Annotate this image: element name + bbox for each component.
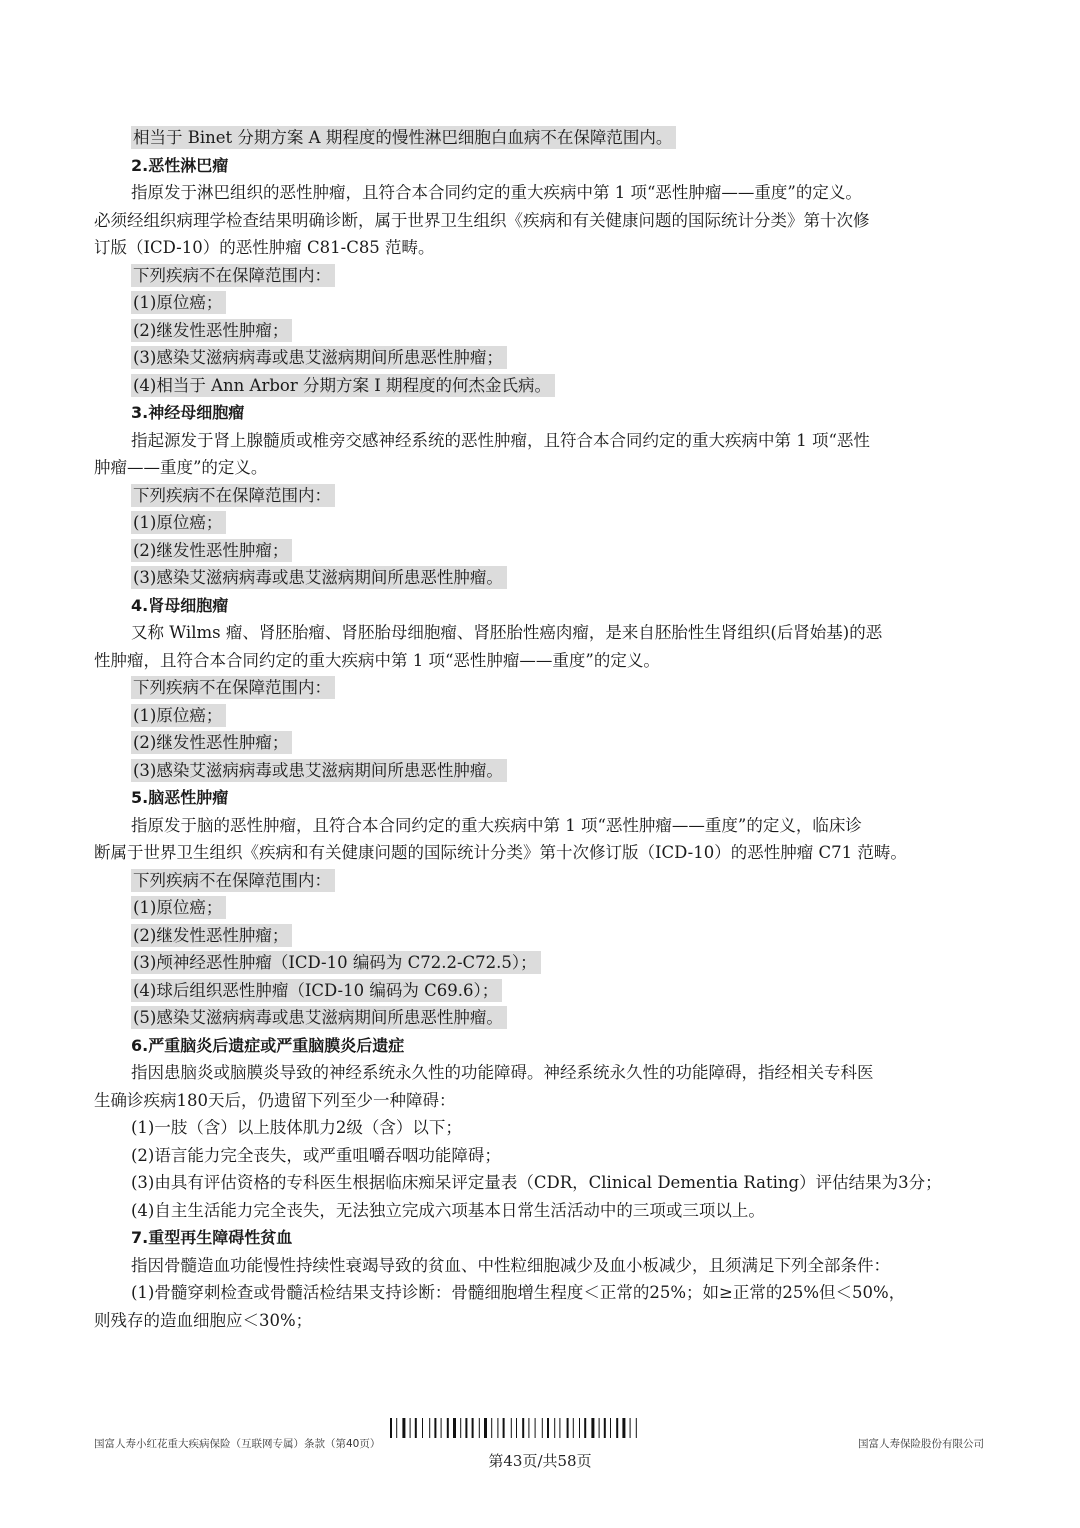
highlighted-line [94, 898, 994, 918]
line-text: 下列疾病不在保障范围内： [131, 264, 335, 287]
barcode-bar [604, 1418, 606, 1438]
highlighted-line [94, 128, 994, 148]
barcode-bar [516, 1418, 517, 1438]
line-text: 指原发于脑的恶性肿瘤，且符合本合同约定的重大疾病中第 1 项“恶性肿瘤——重度”的定义，临床诊 [131, 815, 862, 835]
section-heading [94, 1036, 994, 1056]
barcode-bar [547, 1418, 549, 1438]
line-text: (3)颅神经恶性肿瘤（ICD-10 编码为 C72.2-C72.5）； [131, 951, 541, 974]
barcode-bar [396, 1418, 397, 1438]
barcode-bar [636, 1418, 637, 1438]
barcode-bar [511, 1418, 512, 1438]
text-line [94, 1118, 994, 1138]
line-text: (2)继发性恶性肿瘤； [131, 319, 292, 342]
line-text: (2)继发性恶性肿瘤； [131, 539, 292, 562]
line-text: 指因骨髓造血功能慢性持续性衰竭导致的贫血、中性粒细胞减少及血小板减少，且须满足下列全部条件： [131, 1255, 890, 1275]
text-line [94, 1173, 994, 1193]
line-text: (4)球后组织恶性肿瘤（ICD-10 编码为 C69.6）； [131, 979, 502, 1002]
line-text: 下列疾病不在保障范围内： [131, 869, 335, 892]
text-line [94, 816, 994, 836]
text-line [94, 211, 994, 231]
barcode-bar [410, 1418, 411, 1438]
barcode-bar [584, 1418, 586, 1438]
barcode-bar [528, 1418, 529, 1438]
barcode-bar [630, 1418, 631, 1438]
highlighted-line [94, 871, 994, 891]
highlighted-line [94, 568, 994, 588]
highlighted-line [94, 1008, 994, 1028]
text-line [94, 431, 994, 451]
line-text: (1)骨髓穿刺检查或骨髓活检结果支持诊断：骨髓细胞增生程度＜正常的25%；如≥正常的25%但＜50%， [131, 1283, 906, 1302]
barcode-bar [390, 1418, 392, 1438]
barcode-bar [503, 1418, 505, 1438]
text-line [94, 458, 994, 478]
highlighted-line [94, 706, 994, 726]
barcode [390, 1418, 695, 1438]
barcode-bar [429, 1418, 430, 1438]
text-line [94, 238, 994, 258]
barcode-bar [522, 1418, 524, 1438]
line-text: 4.肾母细胞瘤 [131, 595, 229, 615]
line-text: (1)原位癌； [131, 896, 226, 919]
line-text: (4)自主生活能力完全丧失，无法独立完成六项基本日常生活活动中的三项或三项以上。 [131, 1200, 765, 1220]
text-line [94, 623, 994, 643]
footer-product-name: 国富人寿小红花重大疾病保险（互联网专属）条款（第40页） [94, 1438, 381, 1450]
line-text: (5)感染艾滋病病毒或患艾滋病期间所患恶性肿瘤。 [131, 1006, 507, 1029]
line-text: (2)继发性恶性肿瘤； [131, 731, 292, 754]
text-line [94, 651, 994, 671]
barcode-bar [453, 1418, 456, 1438]
line-text: 下列疾病不在保障范围内： [131, 484, 335, 507]
barcode-bar [542, 1418, 543, 1438]
highlighted-line [94, 953, 994, 973]
barcode-bar [441, 1418, 442, 1438]
highlighted-line [94, 761, 994, 781]
line-text: (2)语言能力完全丧失，或严重咀嚼吞咽功能障碍； [131, 1145, 501, 1165]
barcode-bar [497, 1418, 498, 1438]
line-text: 生确诊疾病180天后，仍遗留下列至少一种障碍： [94, 1090, 456, 1110]
line-text: 肿瘤——重度”的定义。 [94, 458, 268, 477]
document-body [94, 128, 994, 1338]
highlighted-line [94, 513, 994, 533]
text-line [94, 1256, 994, 1276]
line-text: 3.神经母细胞瘤 [131, 403, 245, 422]
section-heading [94, 596, 994, 616]
highlighted-line [94, 981, 994, 1001]
line-text: 指起源发于肾上腺髓质或椎旁交感神经系统的恶性肿瘤，且符合本合同约定的重大疾病中第 1 项“恶性 [131, 430, 870, 450]
text-line [94, 1063, 994, 1083]
barcode-bar [573, 1418, 574, 1438]
line-text: (1)原位癌； [131, 291, 226, 314]
line-text: (3)感染艾滋病病毒或患艾滋病期间所患恶性肿瘤。 [131, 759, 507, 782]
section-heading [94, 403, 994, 423]
highlighted-line [94, 926, 994, 946]
barcode-bar [479, 1418, 480, 1438]
highlighted-line [94, 486, 994, 506]
barcode-bar [559, 1418, 560, 1438]
text-line [94, 843, 994, 863]
barcode-bar [447, 1418, 449, 1438]
line-text: (3)由具有评估资格的专科医生根据临床痴呆评定量表（CDR，Clinical Dementia Rating）评估结果为3分； [131, 1173, 942, 1192]
barcode-bar [491, 1418, 492, 1438]
section-heading [94, 1228, 994, 1248]
barcode-bar [591, 1418, 594, 1438]
barcode-bar [622, 1418, 625, 1438]
page-number: 第43页/共58页 [488, 1452, 592, 1470]
section-heading [94, 156, 994, 176]
barcode-bar [484, 1418, 487, 1438]
highlighted-line [94, 321, 994, 341]
highlighted-line [94, 376, 994, 396]
line-text: (1)原位癌； [131, 511, 226, 534]
highlighted-line [94, 733, 994, 753]
barcode-bar [472, 1418, 474, 1438]
line-text: 2.恶性淋巴瘤 [131, 155, 229, 175]
line-text: 下列疾病不在保障范围内： [131, 676, 335, 699]
text-line [94, 1311, 994, 1331]
barcode-bar [465, 1418, 467, 1438]
line-text: 7.重型再生障碍性贫血 [131, 1228, 293, 1247]
highlighted-line [94, 541, 994, 561]
line-text: (1)原位癌； [131, 704, 226, 727]
highlighted-line [94, 678, 994, 698]
highlighted-line [94, 266, 994, 286]
barcode-bar [434, 1418, 436, 1438]
line-text: 必须经组织病理学检查结果明确诊断，属于世界卫生组织《疾病和有关健康问题的国际统计分类》第十次修 [94, 210, 870, 230]
footer-company-name: 国富人寿保险股份有限公司 [858, 1438, 984, 1450]
line-text: (3)感染艾滋病病毒或患艾滋病期间所患恶性肿瘤； [131, 346, 507, 369]
barcode-bar [402, 1418, 405, 1438]
barcode-bar [460, 1418, 461, 1438]
line-text: 6.严重脑炎后遗症或严重脑膜炎后遗症 [131, 1035, 405, 1055]
line-text: 5.脑恶性肿瘤 [131, 788, 229, 807]
text-line [94, 1091, 994, 1111]
text-line [94, 183, 994, 203]
line-text: 断属于世界卫生组织《疾病和有关健康问题的国际统计分类》第十次修订版（ICD-10）的恶性肿瘤 C71 范畴。 [94, 843, 907, 862]
section-heading [94, 788, 994, 808]
text-line [94, 1201, 994, 1221]
barcode-bar [610, 1418, 611, 1438]
barcode-bar [616, 1418, 618, 1438]
line-text: 性肿瘤，且符合本合同约定的重大疾病中第 1 项“恶性肿瘤——重度”的定义。 [94, 650, 660, 670]
line-text: (2)继发性恶性肿瘤； [131, 924, 292, 947]
line-text: 则残存的造血细胞应＜30%； [94, 1310, 313, 1330]
barcode-bar [599, 1418, 600, 1438]
line-text: (1)一肢（含）以上肢体肌力2级（含）以下； [131, 1118, 462, 1137]
line-text: 相当于 Binet 分期方案 A 期程度的慢性淋巴细胞白血病不在保障范围内。 [131, 126, 676, 149]
highlighted-line [94, 293, 994, 313]
line-text: 指因患脑炎或脑膜炎导致的神经系统永久性的功能障碍。神经系统永久性的功能障碍，指经相关专科医 [131, 1063, 874, 1082]
text-line [94, 1146, 994, 1166]
text-line [94, 1283, 994, 1303]
barcode-bar [415, 1418, 417, 1438]
line-text: (3)感染艾滋病病毒或患艾滋病期间所患恶性肿瘤。 [131, 566, 507, 589]
line-text: 订版（ICD-10）的恶性肿瘤 C81-C85 范畴。 [94, 238, 435, 257]
barcode-bar [554, 1418, 555, 1438]
barcode-bar [567, 1418, 569, 1438]
barcode-bar [422, 1418, 423, 1438]
highlighted-line [94, 348, 994, 368]
line-text: (4)相当于 Ann Arbor 分期方案 I 期程度的何杰金氏病。 [131, 374, 555, 397]
line-text: 又称 Wilms 瘤、肾胚胎瘤、肾胚胎母细胞瘤、肾胚胎性癌肉瘤，是来自胚胎性生肾组织(后肾始基)的恶 [131, 623, 883, 642]
barcode-bar [579, 1418, 580, 1438]
barcode-bar [535, 1418, 536, 1438]
line-text: 指原发于淋巴组织的恶性肿瘤，且符合本合同约定的重大疾病中第 1 项“恶性肿瘤——重度”的定义。 [131, 183, 862, 202]
